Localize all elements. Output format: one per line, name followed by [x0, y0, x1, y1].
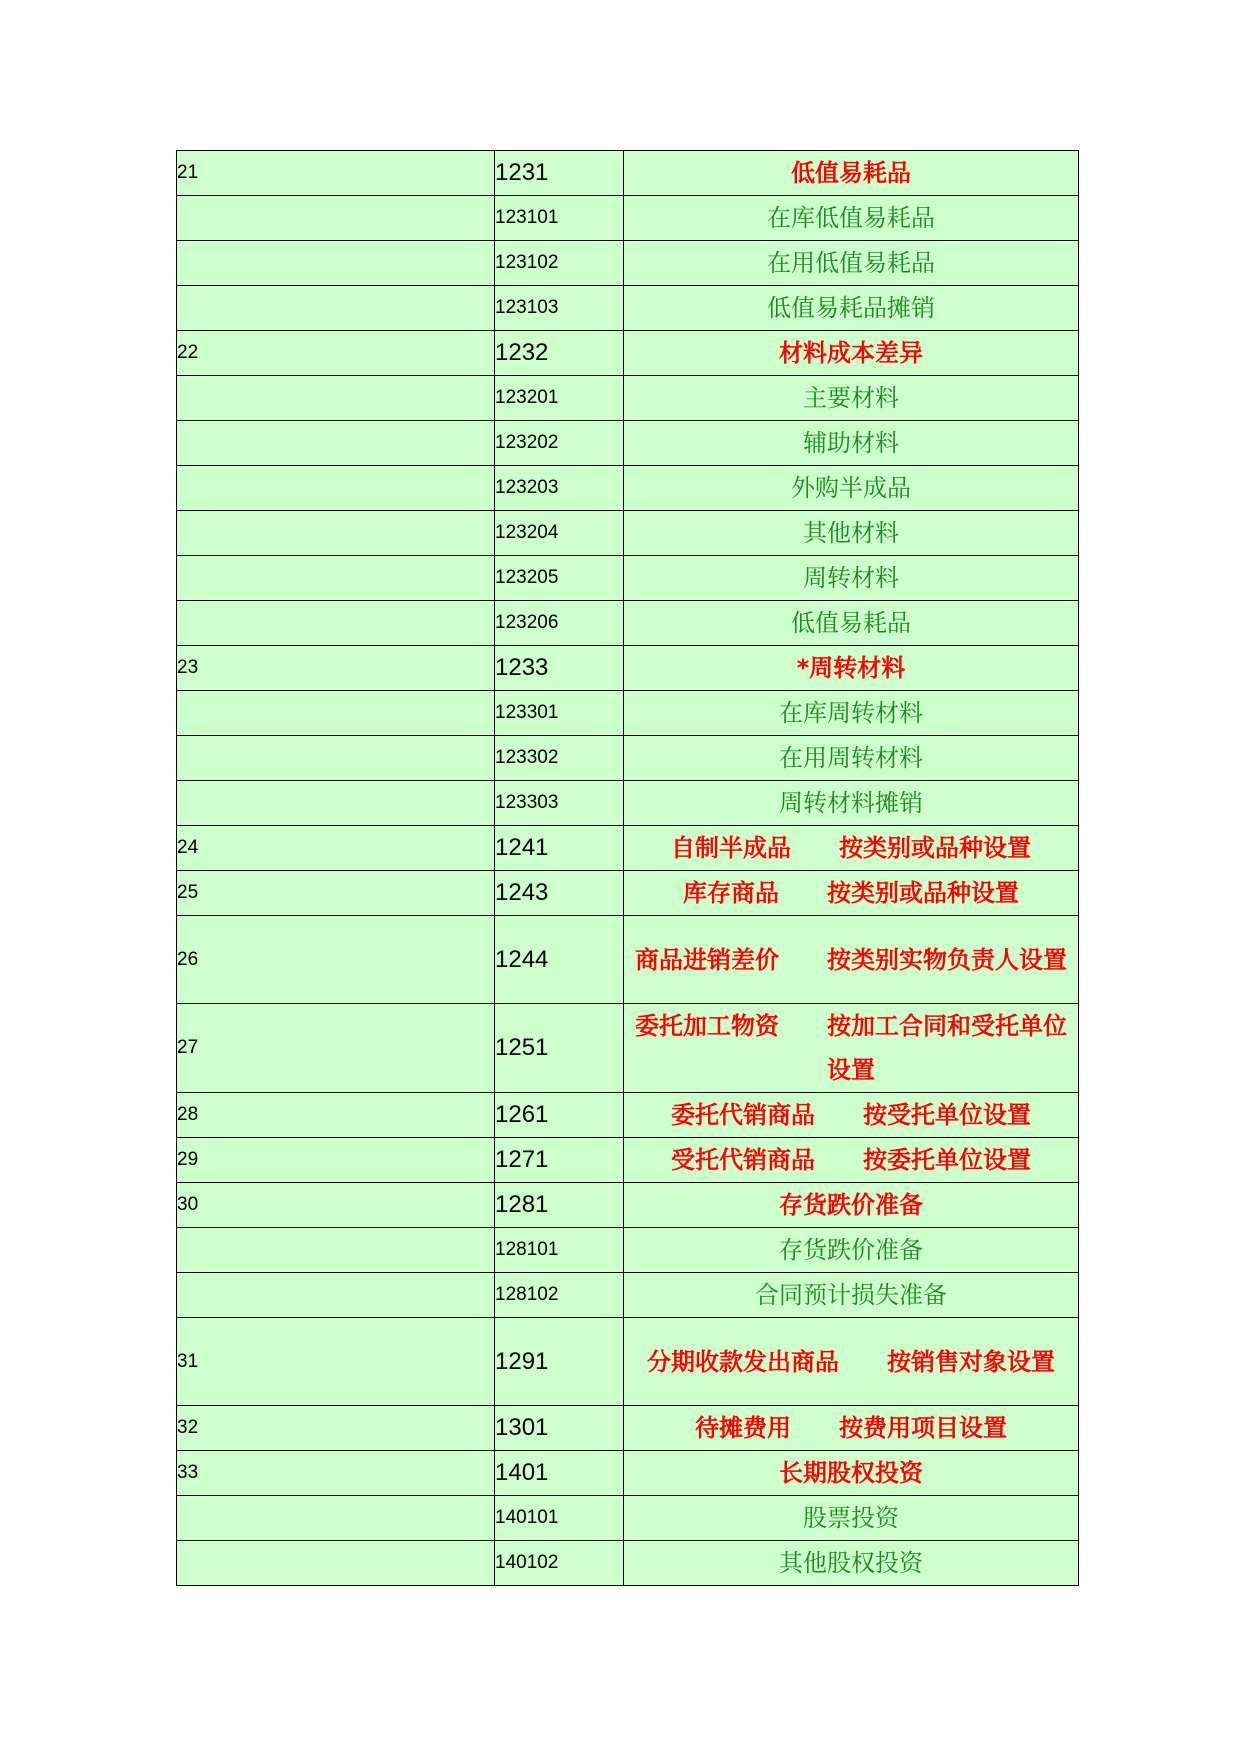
row-sequence-number: 21 — [177, 151, 495, 196]
account-name-cell — [624, 151, 1079, 196]
account-code: 1232 — [495, 331, 624, 376]
sub-account-name: 辅助材料 — [803, 429, 899, 457]
account-setting-note: 按销售对象设置 — [887, 1347, 1055, 1376]
account-name-cell — [624, 691, 1079, 736]
table-row — [177, 1183, 1079, 1228]
account-name: 受托代销商品 — [671, 1146, 815, 1174]
account-name-cell — [624, 1451, 1079, 1496]
account-name: 低值易耗品 — [791, 159, 911, 187]
sub-account-name: 在库周转材料 — [779, 699, 923, 727]
row-sequence-number: 28 — [177, 1093, 495, 1138]
row-sequence-number — [177, 286, 495, 331]
account-code: 1233 — [495, 646, 624, 691]
sub-account-name: 在用周转材料 — [779, 744, 923, 772]
row-sequence-number — [177, 1496, 495, 1541]
table-row — [177, 1406, 1079, 1451]
account-name-cell — [624, 1318, 1079, 1406]
account-name-cell — [624, 646, 1079, 691]
account-name-cell — [624, 331, 1079, 376]
account-name: 待摊费用 — [695, 1414, 791, 1442]
account-code: 1271 — [495, 1138, 624, 1183]
account-code: 128102 — [495, 1273, 624, 1318]
table-row — [177, 511, 1079, 556]
account-name-cell — [624, 196, 1079, 241]
account-name-cell — [624, 1183, 1079, 1228]
row-sequence-number: 29 — [177, 1138, 495, 1183]
account-name-cell — [624, 1138, 1079, 1183]
account-name-cell — [624, 736, 1079, 781]
account-setting-note: 按类别或品种设置 — [827, 879, 1019, 907]
account-code: 1231 — [495, 151, 624, 196]
account-name-cell — [624, 376, 1079, 421]
row-sequence-number: 31 — [177, 1318, 495, 1406]
table-row — [177, 1273, 1079, 1318]
table-row — [177, 151, 1079, 196]
account-name-cell — [624, 1406, 1079, 1451]
account-code: 140102 — [495, 1541, 624, 1586]
account-code: 1401 — [495, 1451, 624, 1496]
account-name-cell — [624, 421, 1079, 466]
account-setting-note: 按类别实物负责人设置 — [827, 945, 1067, 974]
table-row — [177, 601, 1079, 646]
account-name-cell — [624, 871, 1079, 916]
account-code: 123204 — [495, 511, 624, 556]
table-row — [177, 1318, 1079, 1406]
account-name-cell — [624, 1496, 1079, 1541]
account-name-cell — [624, 1541, 1079, 1586]
row-sequence-number — [177, 421, 495, 466]
account-name: 库存商品 — [683, 879, 779, 907]
table-row — [177, 1451, 1079, 1496]
table-row — [177, 646, 1079, 691]
account-code: 123102 — [495, 241, 624, 286]
account-code: 123103 — [495, 286, 624, 331]
table-row — [177, 1093, 1079, 1138]
account-code: 1244 — [495, 916, 624, 1004]
sub-account-name: 存货跌价准备 — [779, 1236, 923, 1264]
row-sequence-number: 32 — [177, 1406, 495, 1451]
account-code: 1243 — [495, 871, 624, 916]
account-code: 128101 — [495, 1228, 624, 1273]
table-row — [177, 556, 1079, 601]
sub-account-name: 在库低值易耗品 — [767, 204, 935, 232]
account-code: 1251 — [495, 1004, 624, 1093]
account-code: 123301 — [495, 691, 624, 736]
table-row — [177, 286, 1079, 331]
account-name: 委托加工物资 — [635, 1012, 779, 1040]
table-row — [177, 736, 1079, 781]
table-row — [177, 1496, 1079, 1541]
row-sequence-number: 22 — [177, 331, 495, 376]
sub-account-name: 低值易耗品摊销 — [767, 294, 935, 322]
row-sequence-number: 23 — [177, 646, 495, 691]
account-code: 1291 — [495, 1318, 624, 1406]
account-code: 123205 — [495, 556, 624, 601]
row-sequence-number — [177, 601, 495, 646]
row-sequence-number — [177, 241, 495, 286]
account-name-cell — [624, 781, 1079, 826]
sub-account-name: 主要材料 — [803, 384, 899, 412]
account-code: 123201 — [495, 376, 624, 421]
account-code: 1281 — [495, 1183, 624, 1228]
sub-account-name: 外购半成品 — [791, 474, 911, 502]
account-name: *周转材料 — [796, 654, 906, 682]
account-code: 123203 — [495, 466, 624, 511]
sub-account-name: 周转材料摊销 — [779, 789, 923, 817]
table-row — [177, 781, 1079, 826]
table-row — [177, 1004, 1079, 1093]
table-row — [177, 466, 1079, 511]
account-setting-note: 按委托单位设置 — [863, 1146, 1031, 1174]
account-name-cell — [624, 466, 1079, 511]
table-row — [177, 196, 1079, 241]
sub-account-name: 低值易耗品 — [791, 609, 911, 637]
sub-account-name: 其他股权投资 — [779, 1549, 923, 1577]
sub-account-name: 合同预计损失准备 — [755, 1281, 947, 1309]
table-body — [177, 151, 1079, 1586]
account-code: 123302 — [495, 736, 624, 781]
account-name-cell — [624, 826, 1079, 871]
row-sequence-number — [177, 736, 495, 781]
row-sequence-number — [177, 781, 495, 826]
account-code: 1301 — [495, 1406, 624, 1451]
row-sequence-number — [177, 376, 495, 421]
row-sequence-number — [177, 196, 495, 241]
account-name-cell — [624, 556, 1079, 601]
row-sequence-number — [177, 1541, 495, 1586]
row-sequence-number: 27 — [177, 1004, 495, 1093]
row-sequence-number — [177, 511, 495, 556]
row-sequence-number — [177, 1273, 495, 1318]
sub-account-name: 周转材料 — [803, 564, 899, 592]
account-code: 1241 — [495, 826, 624, 871]
account-name-cell — [624, 286, 1079, 331]
table-row — [177, 241, 1079, 286]
row-sequence-number: 33 — [177, 1451, 495, 1496]
table-row — [177, 916, 1079, 1004]
sub-account-name: 在用低值易耗品 — [767, 249, 935, 277]
row-sequence-number: 24 — [177, 826, 495, 871]
row-sequence-number: 26 — [177, 916, 495, 1004]
sub-account-name: 其他材料 — [803, 519, 899, 547]
account-code: 123101 — [495, 196, 624, 241]
table-row — [177, 871, 1079, 916]
account-name: 材料成本差异 — [779, 339, 923, 367]
row-sequence-number — [177, 1228, 495, 1273]
account-name: 委托代销商品 — [671, 1101, 815, 1129]
account-code: 123303 — [495, 781, 624, 826]
sub-account-name: 股票投资 — [803, 1504, 899, 1532]
account-name: 存货跌价准备 — [779, 1191, 923, 1219]
account-name: 商品进销差价 — [635, 945, 779, 974]
table-row — [177, 691, 1079, 736]
account-name-cell — [624, 511, 1079, 556]
table-row — [177, 376, 1079, 421]
table-row — [177, 1138, 1079, 1183]
account-setting-note: 按类别或品种设置 — [839, 834, 1031, 862]
row-sequence-number — [177, 466, 495, 511]
row-sequence-number: 25 — [177, 871, 495, 916]
account-code: 123202 — [495, 421, 624, 466]
account-setting-note: 按费用项目设置 — [839, 1414, 1007, 1442]
account-code: 1261 — [495, 1093, 624, 1138]
account-code-table — [176, 150, 1079, 1586]
account-code: 140101 — [495, 1496, 624, 1541]
account-name-cell — [624, 1004, 1079, 1093]
table-row — [177, 826, 1079, 871]
account-name-cell — [624, 601, 1079, 646]
account-name-cell — [624, 916, 1079, 1004]
table-row — [177, 331, 1079, 376]
table-row — [177, 1541, 1079, 1586]
table-row — [177, 1228, 1079, 1273]
account-name-cell — [624, 1228, 1079, 1273]
account-setting-note: 按受托单位设置 — [863, 1101, 1031, 1129]
account-name-cell — [624, 1093, 1079, 1138]
account-setting-note: 按加工合同和受托单位设置 — [827, 1012, 1067, 1084]
account-name-cell — [624, 1273, 1079, 1318]
account-name: 分期收款发出商品 — [647, 1347, 839, 1376]
account-name-cell — [624, 241, 1079, 286]
row-sequence-number: 30 — [177, 1183, 495, 1228]
row-sequence-number — [177, 691, 495, 736]
account-name: 自制半成品 — [671, 834, 791, 862]
table-row — [177, 421, 1079, 466]
row-sequence-number — [177, 556, 495, 601]
account-code: 123206 — [495, 601, 624, 646]
account-name: 长期股权投资 — [779, 1459, 923, 1487]
